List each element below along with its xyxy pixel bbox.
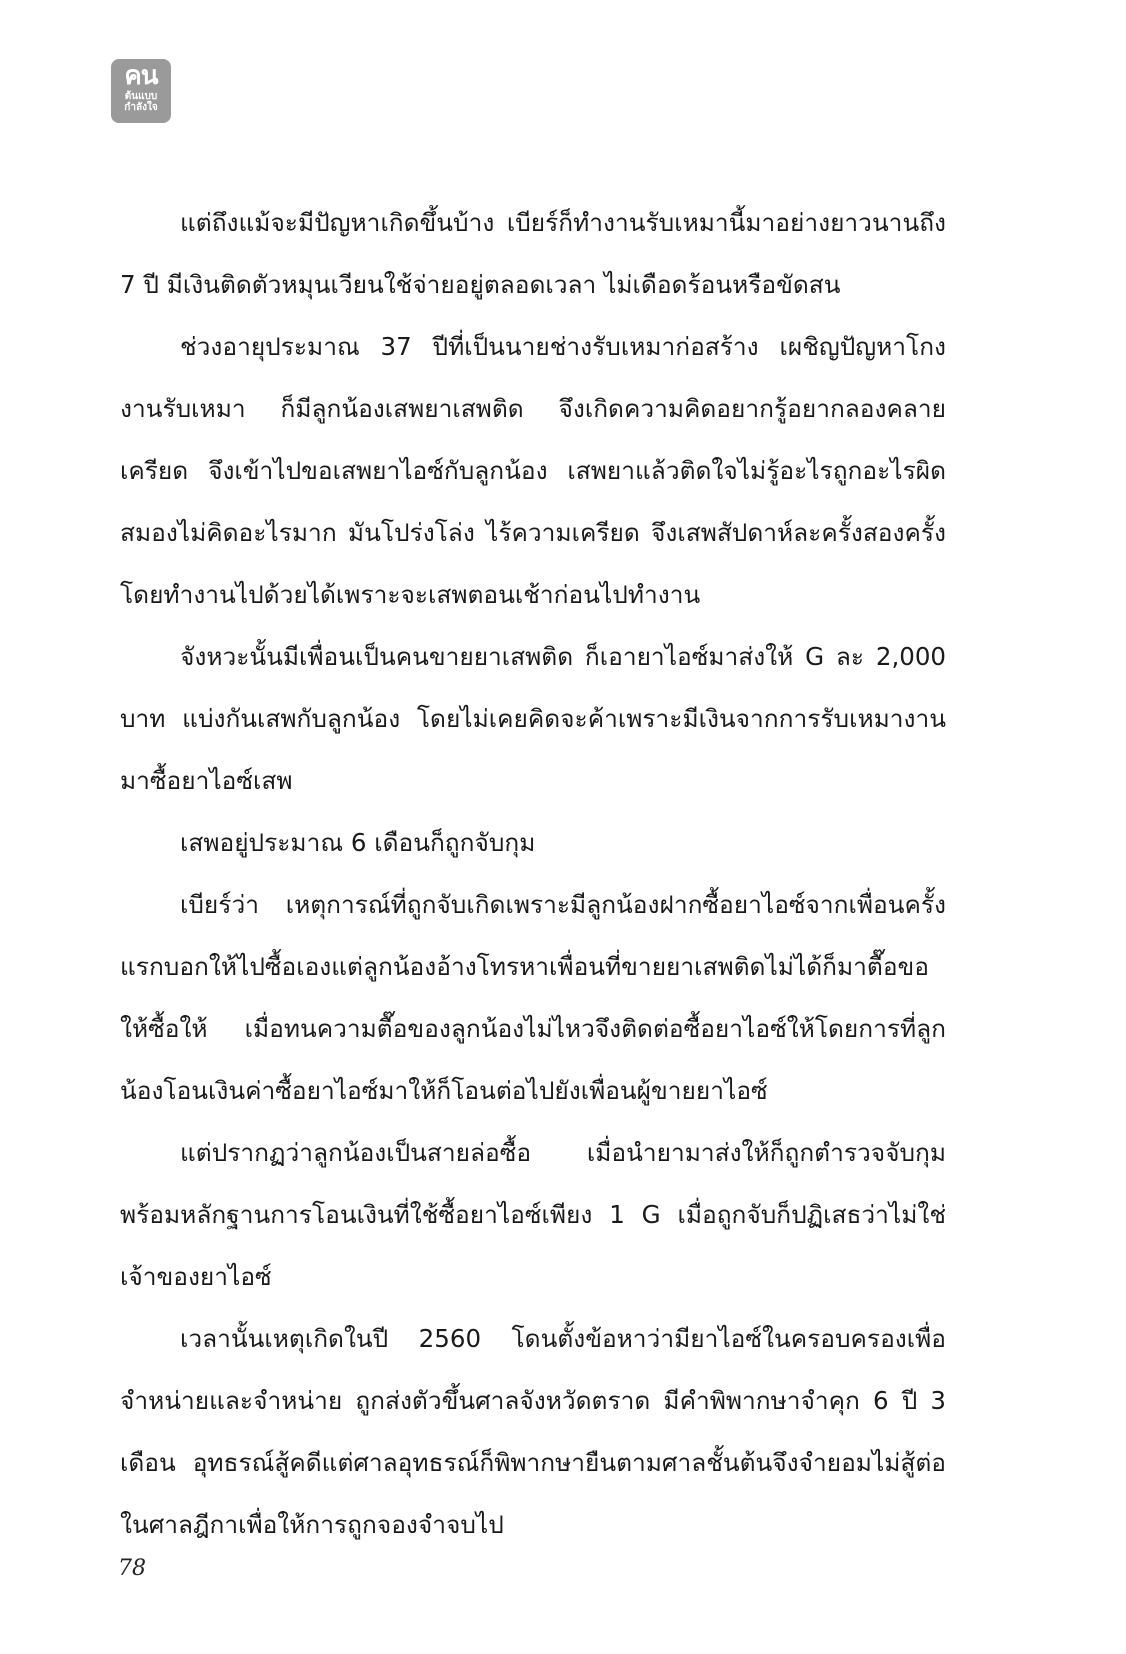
book-logo [111, 59, 171, 123]
paragraph-1: แต่ถึงแม้จะมีปัญหาเกิดขึ้นบ้าง เบียร์ก็ทำงานรับเหมานี้มาอย่างยาวนานถึง 7 ปี มีเงินติดตัวหมุนเวียนใช้จ่ายอยู่ตลอดเวลา ไม่เดือดร้อนหรือขัดสน [120, 208, 946, 299]
paragraph-5: เบียร์ว่า เหตุการณ์ที่ถูกจับเกิดเพราะมีลูกน้องฝากซื้อยาไอซ์จากเพื่อนครั้งแรกบอกให้ไปซื้อเองแต่ลูกน้องอ้างโทรหาเพื่อนที่ขายยาเสพติดไม่ได้ก็มาตื๊อขอให้ซื้อให้ เมื่อทนความตื๊อของลูกน้องไม่ไหวจึงติดต่อซื้อยาไอซ์ให้โดยการที่ลูกน้องโอนเงินค่าซื้อยาไอซ์มาให้ก็โอนต่อไปยังเพื่อนผู้ขายยาไอซ์ [120, 890, 946, 1105]
page-body [120, 192, 946, 1556]
logo-sub-line2: กำลังใจ [124, 102, 158, 113]
paragraph-6: แต่ปรากฏว่าลูกน้องเป็นสายล่อซื้อ เมื่อนำยามาส่งให้ก็ถูกตำรวจจับกุมพร้อมหลักฐานการโอนเงินที่ใช้ซื้อยาไอซ์เพียง 1 G เมื่อถูกจับก็ปฏิเสธว่าไม่ใช่เจ้าของยาไอซ์ [120, 1138, 946, 1291]
logo-sub-line1: ต้นแบบ [124, 91, 158, 102]
page-number: 78 [118, 1556, 146, 1581]
paragraph-2: ช่วงอายุประมาณ 37 ปีที่เป็นนายช่างรับเหมาก่อสร้าง เผชิญปัญหาโกงงานรับเหมา ก็มีลูกน้องเสพยาเสพติด จึงเกิดความคิดอยากรู้อยากลองคลายเครียด จึงเข้าไปขอเสพยาไอซ์กับลูกน้อง เสพยาแล้วติดใจไม่รู้อะไรถูกอะไรผิด สมองไม่คิดอะไรมาก มันโปร่งโล่ง ไร้ความเครียด จึงเสพสัปดาห์ละครั้งสองครั้ง โดยทำงานไปด้วยได้เพราะจะเสพตอนเช้าก่อนไปทำงาน [120, 332, 946, 609]
logo-main-text: คน [124, 61, 158, 91]
paragraph-3: จังหวะนั้นมีเพื่อนเป็นคนขายยาเสพติด ก็เอายาไอซ์มาส่งให้ G ละ 2,000 บาท แบ่งกันเสพกับลูกน้อง โดยไม่เคยคิดจะค้าเพราะมีเงินจากการรับเหมางานมาซื้อยาไอซ์เสพ [120, 642, 946, 795]
paragraph-4: เสพอยู่ประมาณ 6 เดือนก็ถูกจับกุม [180, 828, 536, 857]
paragraph-7: เวลานั้นเหตุเกิดในปี 2560 โดนตั้งข้อหาว่ามียาไอซ์ในครอบครองเพื่อจำหน่ายและจำหน่าย ถูกส่งตัวขึ้นศาลจังหวัดตราด มีคำพิพากษาจำคุก 6 ปี 3 เดือน อุทธรณ์สู้คดีแต่ศาลอุทธรณ์ก็พิพากษายืนตามศาลชั้นต้นจึงจำยอมไม่สู้ต่อในศาลฎีกาเพื่อให้การถูกจองจำจบไป [120, 1324, 946, 1539]
